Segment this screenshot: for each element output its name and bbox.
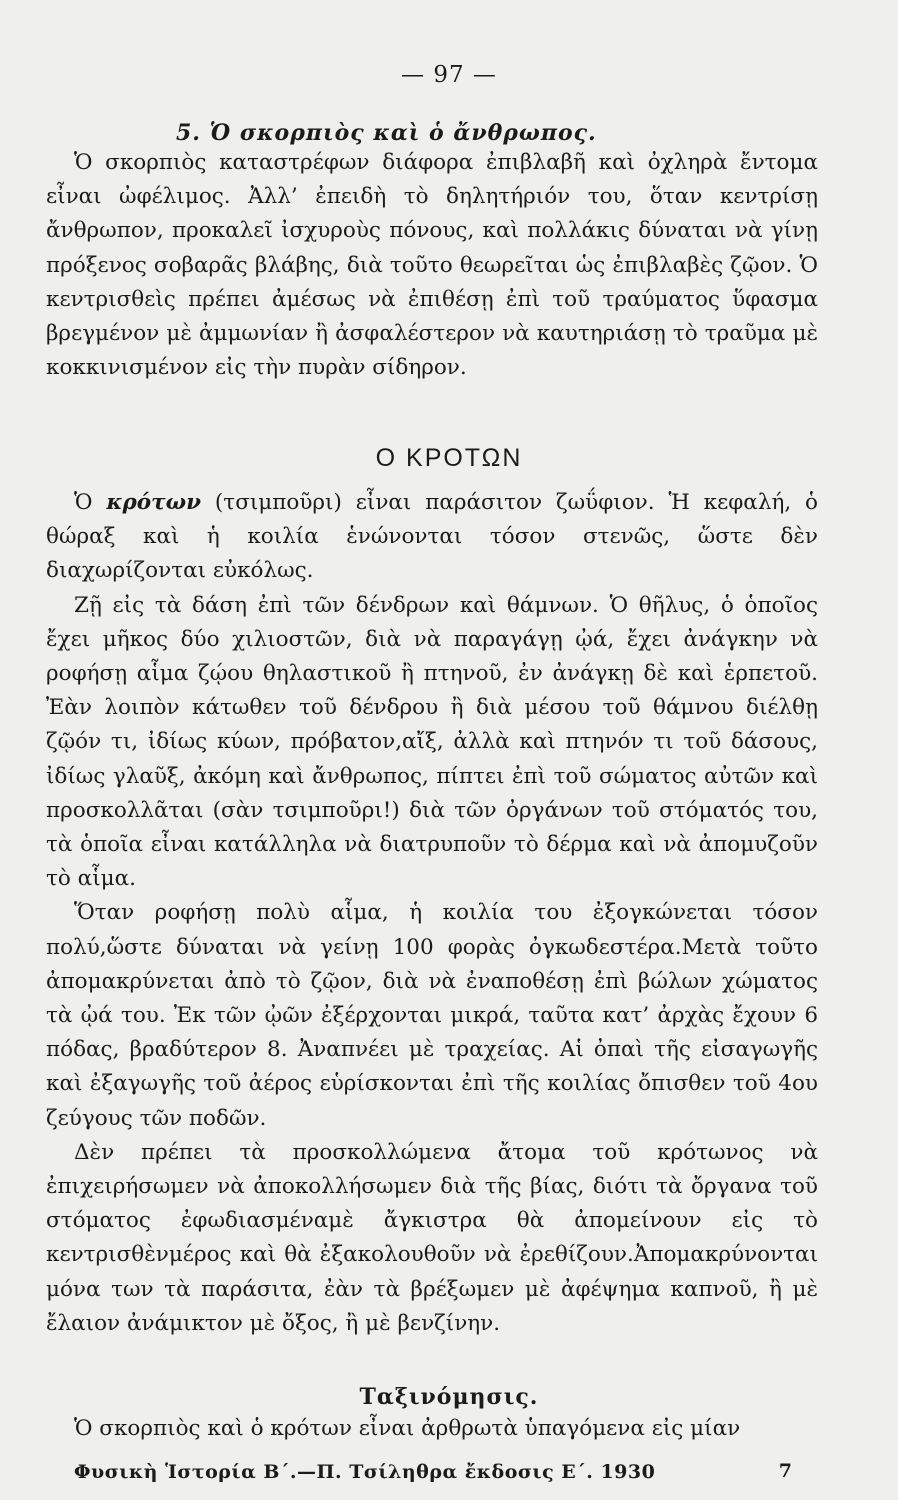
classification-heading: Ταξινόμησις.: [359, 1384, 539, 1410]
classification-text: Ὁ σκορπιὸς καὶ ὁ κρότων εἶναι ἀρθρωτὰ ὑπαγόμενα εἰς μίαν: [74, 1416, 741, 1441]
footer-signature-mark: 7: [778, 1460, 792, 1482]
krotwn-paragraph-1: [46, 486, 818, 589]
krotwn-term: κρότων: [106, 490, 201, 515]
footer-citation: Φυσικὴ Ἱστορία Β΄.—Π. Τσίληθρα ἔκδοσις Ε΄. 1930: [74, 1461, 656, 1483]
scorpion-text: Ὁ σκορπιὸς καταστρέφων διάφορα ἐπιβλαβῆ καὶ ὀχληρὰ ἔντομα εἶναι ὠφέλιμος. Ἀλλ’ ἐπειδὴ τὸ δηλητήριόν του, ὅταν κεντρίσῃ ἄνθρωπον, προκαλεῖ ἰσχυροὺς πόνους, καὶ πολλάκις δύναται νὰ γίνῃ πρόξενος σοβαρᾶς βλάβης, διὰ τοῦτο θεωρεῖται ὡς ἐπιβλαβὲς ζῷον. Ὁ κεντρισθεὶς πρέπει ἀμέσως νὰ ἐπιθέσῃ ἐπὶ τοῦ τραύματος ὕφασμα βρεγμένον μὲ ἀμμωνίαν ἢ ἀσφαλέστερον νὰ καυτηριάσῃ τὸ τραῦμα μὲ κοκκινισμένον εἰς τὴν πυρὰν σίδηρον.: [46, 150, 818, 381]
krotwn-body: [46, 486, 818, 1341]
page-number: — 97 —: [401, 62, 497, 88]
krotwn-paragraph-3: Ὅταν ροφήσῃ πολὺ αἷμα, ἡ κοιλία του ἐξογκώνεται τόσον πολύ,ὥστε δύναται νὰ γείνῃ 100 φορὰς ὀγκωδεστέρα.Μετὰ τοῦτο ἀπομακρύνεται ἀπὸ τὸ ζῷον, διὰ νὰ ἐναποθέσῃ ἐπὶ βώλων χώματος τὰ ᾠά του. Ἐκ τῶν ᾠῶν ἐξέρχονται μικρά, ταῦτα κατ’ ἀρχὰς ἔχουν 6 πόδας, βραδύτερον 8. Ἀναπνέει μὲ τραχείας. Αἱ ὀπαὶ τῆς εἰσαγωγῆς καὶ ἐξαγωγῆς τοῦ ἀέρος εὑρίσκονται ἐπὶ τῆς κοιλίας ὄπισθεν τοῦ 4ου ζεύγους τῶν ποδῶν.: [46, 900, 818, 1131]
krotwn-paragraph-2: Ζῇ εἰς τὰ δάση ἐπὶ τῶν δένδρων καὶ θάμνων. Ὁ θῆλυς, ὁ ὁποῖος ἔχει μῆκος δύο χιλιοστῶν, διὰ νὰ παραγάγῃ ᾠά, ἔχει ἀνάγκην νὰ ροφήσῃ αἷμα ζῴου θηλαστικοῦ ἢ πτηνοῦ, ἐν ἀνάγκῃ δὲ καὶ ἑρπετοῦ. Ἐὰν λοιπὸν κάτωθεν τοῦ δένδρου ἢ διὰ μέσου τοῦ θάμνου διέλθῃ ζῷόν τι, ἰδίως κύων, πρόβατον,αἴξ, ἀλλὰ καὶ πτηνόν τι τοῦ δάσους, ἰδίως γλαῦξ, ἀκόμη καὶ ἄνθρωπος, πίπτει ἐπὶ τοῦ σώματος αὐτῶν καὶ προσκολλᾶται (σὰν τσιμποῦρι!) διὰ τῶν ὀργάνων τοῦ στόματός του, τὰ ὁποῖα εἶναι κατάλληλα νὰ διατρυποῦν τὸ δέρμα καὶ νὰ ἀπομυζοῦν τὸ αἷμα.: [46, 592, 818, 892]
krotwn-p1-prefix: Ὁ: [74, 490, 93, 515]
section-heading-scorpion: 5. Ὁ σκορπιὸς καὶ ὁ ἄνθρωπος.: [176, 120, 597, 146]
krotwn-title: Ο ΚΡΟΤΩΝ: [375, 444, 523, 472]
krotwn-p1-rest: (τσιμποῦρι) εἶναι παράσιτον ζωΰφιον. Ἡ κεφαλή, ὁ θώραξ καὶ ἡ κοιλία ἑνώνονται τόσον στενῶς, ὥστε δὲν διαχωρίζονται εὐκόλως.: [46, 490, 819, 584]
scorpion-paragraph: [46, 146, 818, 385]
krotwn-paragraph-4: Δὲν πρέπει τὰ προσκολλώμενα ἄτομα τοῦ κρότωνος νὰ ἐπιχειρήσωμεν νὰ ἀποκολλήσωμεν διὰ τῆς βίας, διότι τὰ ὄργανα τοῦ στόματος ἐφωδιασμέναμὲ ἄγκιστρα θὰ ἀπομείνουν εἰς τὸ κεντρισθὲνμέρος καὶ θὰ ἐξακολουθοῦν νὰ ἐρεθίζουν.Ἀπομακρύνονται μόνα των τὰ παράσιτα, ἐὰν τὰ βρέξωμεν μὲ ἀφέψημα καπνοῦ, ἢ μὲ ἔλαιον ἀνάμικτον μὲ ὄξος, ἢ μὲ βενζίνην.: [46, 1139, 818, 1336]
classification-paragraph: [46, 1412, 818, 1446]
